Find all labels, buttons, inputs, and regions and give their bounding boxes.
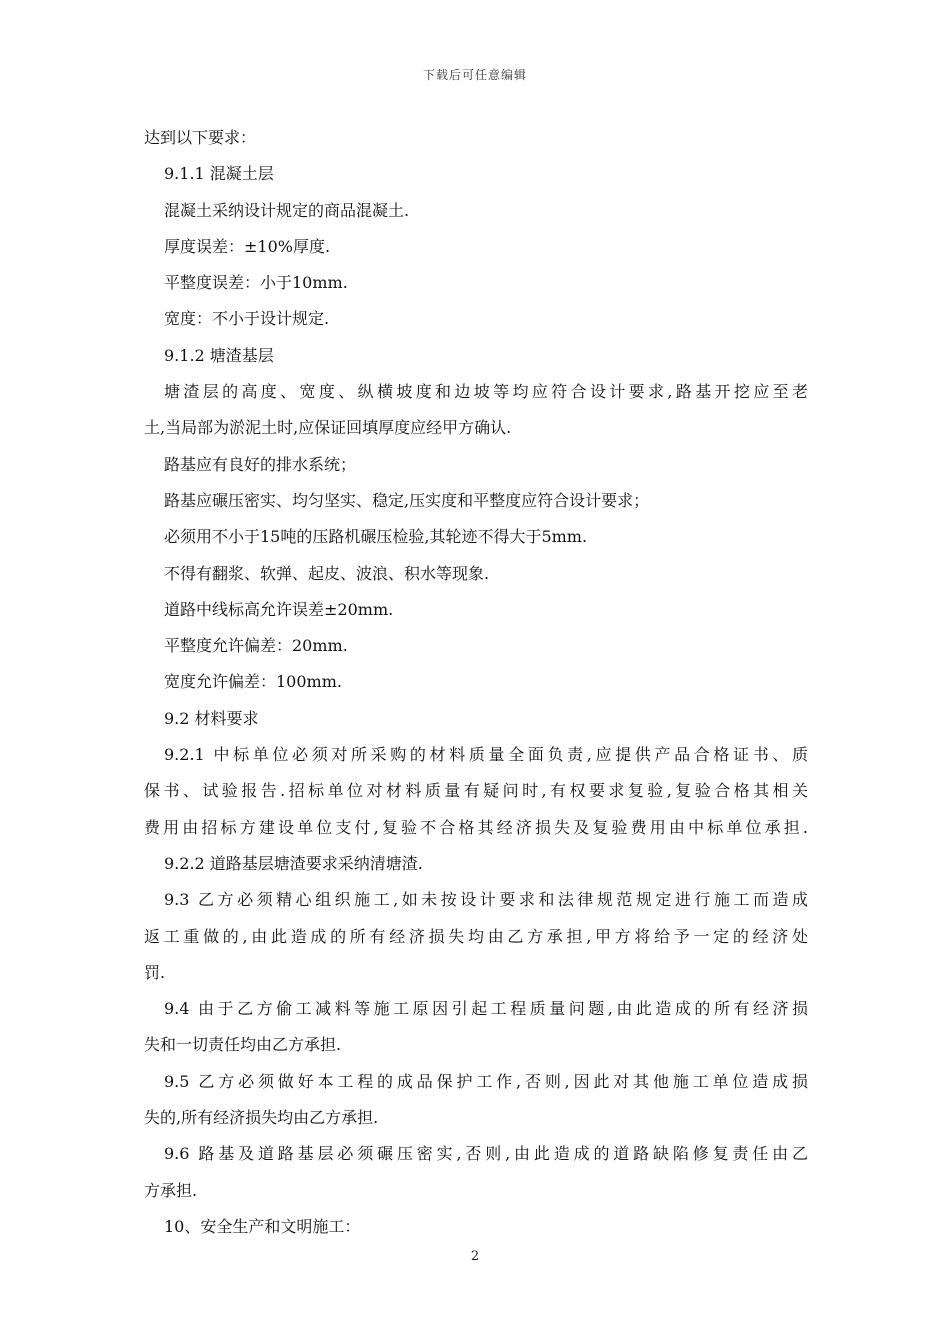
section-heading: 9.1.2 塘渣基层	[164, 345, 274, 365]
text-line: 罚.	[144, 962, 166, 982]
section-heading: 9.1.1 混凝土层	[164, 164, 274, 184]
text-line: 路基应有良好的排水系统；	[164, 454, 357, 474]
page-number: 2	[470, 1249, 480, 1264]
text-line: 塘渣层的高度、宽度、纵横坡度和边坡等均应符合设计要求,路基开挖应至老	[164, 382, 808, 402]
text-line: 路基应碾压密实、均匀坚实、稳定,压实度和平整度应符合设计要求；	[164, 490, 650, 510]
text-line: 保书、试验报告.招标单位对材料质量有疑问时,有权要求复验,复验合格其相关	[144, 781, 808, 801]
text-line: 失的,所有经济损失均由乙方承担.	[144, 1108, 379, 1128]
body-text	[144, 120, 808, 1245]
text-line: 土,当局部为淤泥土时,应保证回填厚度应经甲方确认.	[144, 418, 512, 438]
text-line: 混凝土采纳设计规定的商品混凝土.	[164, 200, 410, 220]
section-heading: 10、安全生产和文明施工：	[164, 1216, 361, 1236]
text-line: 厚度误差：±10%厚度.	[164, 236, 331, 256]
text-line: 9.5 乙方必须做好本工程的成品保护工作,否则,因此对其他施工单位造成损	[164, 1071, 808, 1091]
text-line: 返工重做的,由此造成的所有经济损失均由乙方承担,甲方将给予一定的经济处	[144, 926, 808, 946]
text-line: 方承担.	[144, 1180, 198, 1200]
text-line: 9.2.2 道路基层塘渣要求采纳清塘渣.	[164, 853, 423, 873]
text-line: 不得有翻浆、软弹、起皮、波浪、积水等现象.	[164, 563, 490, 583]
text-line: 平整度允许偏差：20mm.	[164, 636, 348, 656]
text-line: 宽度允许偏差：100mm.	[164, 672, 342, 692]
text-line: 宽度：不小于设计规定.	[164, 309, 330, 329]
text-line: 必须用不小于15吨的压路机碾压检验,其轮迹不得大于5mm.	[164, 527, 588, 547]
text-line: 道路中线标高允许误差±20mm.	[164, 599, 394, 619]
text-line: 9.3 乙方必须精心组织施工,如未按设计要求和法律规范规定进行施工而造成	[164, 890, 808, 910]
section-heading: 9.2 材料要求	[164, 708, 259, 728]
text-line: 9.2.1 中标单位必须对所采购的材料质量全面负责,应提供产品合格证书、质	[164, 745, 808, 765]
text-line: 9.4 由于乙方偷工减料等施工原因引起工程质量问题,由此造成的所有经济损	[164, 999, 808, 1019]
text-line: 费用由招标方建设单位支付,复验不合格其经济损失及复验费用由中标单位承担.	[144, 817, 808, 837]
text-line: 平整度误差：小于10mm.	[164, 273, 348, 293]
page-header: 下载后可任意编辑	[422, 68, 527, 82]
text-line: 9.6 路基及道路基层必须碾压密实,否则,由此造成的道路缺陷修复责任由乙	[164, 1144, 808, 1164]
text-line: 达到以下要求：	[144, 128, 257, 147]
text-line: 失和一切责任均由乙方承担.	[144, 1035, 342, 1055]
